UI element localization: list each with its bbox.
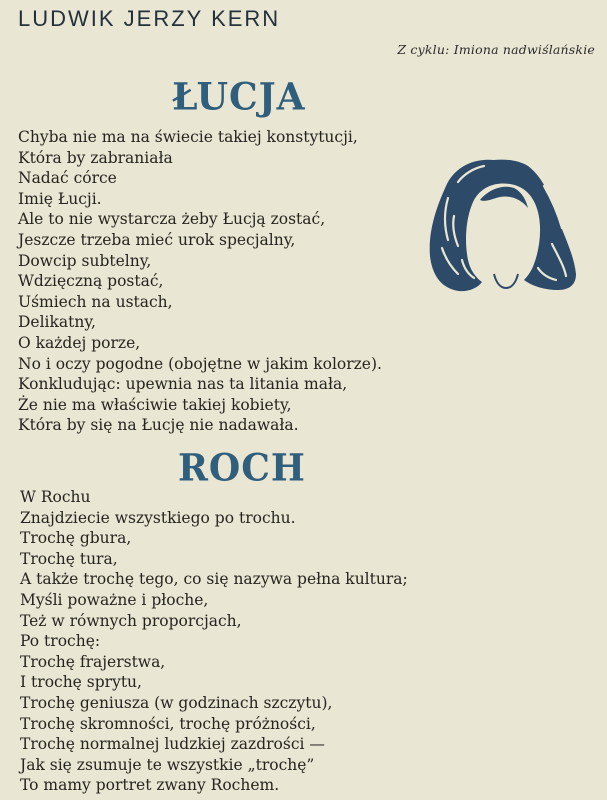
- poem-line: Wdzięczną postać,: [18, 272, 164, 291]
- poem-line: Trochę geniusza (w godzinach szczytu),: [20, 693, 333, 712]
- poem-line: Myśli poważne i płoche,: [20, 590, 209, 609]
- poem-line: Chyba nie ma na świecie takiej konstytucji,: [18, 128, 358, 146]
- poem-line: Trochę frajerstwa,: [20, 652, 166, 671]
- poem-line: Trochę gbura,: [20, 529, 132, 548]
- poem-line: Też w równych proporcjach,: [20, 611, 242, 630]
- poem-line: W Rochu: [20, 488, 91, 506]
- poem-line: Trochę tura,: [20, 549, 118, 568]
- poem-line: Trochę skromności, trochę próżności,: [20, 714, 316, 733]
- poem-line: Uśmiech na ustach,: [18, 292, 173, 311]
- poem-line: I trochę sprytu,: [20, 673, 142, 692]
- poem-line: Która by się na Łucję nie nadawała.: [18, 416, 299, 435]
- poem-line: Znajdziecie wszystkiego po trochu.: [20, 508, 296, 527]
- poem-line: Jak się zsumuje te wszystkie „trochę”: [20, 755, 315, 774]
- poem-line: Dowcip subtelny,: [18, 251, 152, 270]
- cycle-caption: Z cyklu: Imiona nadwiślańskie: [397, 42, 595, 57]
- poem-line: Nadać córce: [18, 169, 117, 188]
- poem-line: Delikatny,: [18, 313, 96, 332]
- poem-line: Jeszcze trzeba mieć urok specjalny,: [18, 230, 296, 249]
- poem-title-lucja: ŁUCJA: [172, 74, 306, 120]
- poem-line: A także trochę tego, co się nazywa pełna kultura;: [20, 570, 408, 589]
- poem-line: O każdej porze,: [18, 333, 141, 352]
- poem-line: To mamy portret zwany Rochem.: [20, 776, 280, 795]
- poem-roch: [20, 487, 408, 796]
- woman-silhouette-icon: [424, 156, 578, 294]
- author-name: LUDWIK JERZY KERN: [18, 6, 281, 31]
- poem-line: Imię Łucji.: [18, 189, 102, 208]
- poem-line: Że nie ma właściwie takiej kobiety,: [18, 395, 292, 414]
- poem-line: Po trochę:: [20, 632, 101, 651]
- poem-lucja: [18, 127, 382, 436]
- poem-title-roch: ROCH: [178, 445, 306, 491]
- poem-line: No i oczy pogodne (obojętne w jakim kolorze).: [18, 354, 382, 373]
- poem-line: Która by zabraniała: [18, 148, 173, 167]
- poem-line: Konkludując: upewnia nas ta litania mała,: [18, 375, 348, 394]
- poem-line: Ale to nie wystarcza żeby Łucją zostać,: [18, 210, 326, 229]
- poem-line: Trochę normalnej ludzkiej zazdrości —: [20, 735, 325, 754]
